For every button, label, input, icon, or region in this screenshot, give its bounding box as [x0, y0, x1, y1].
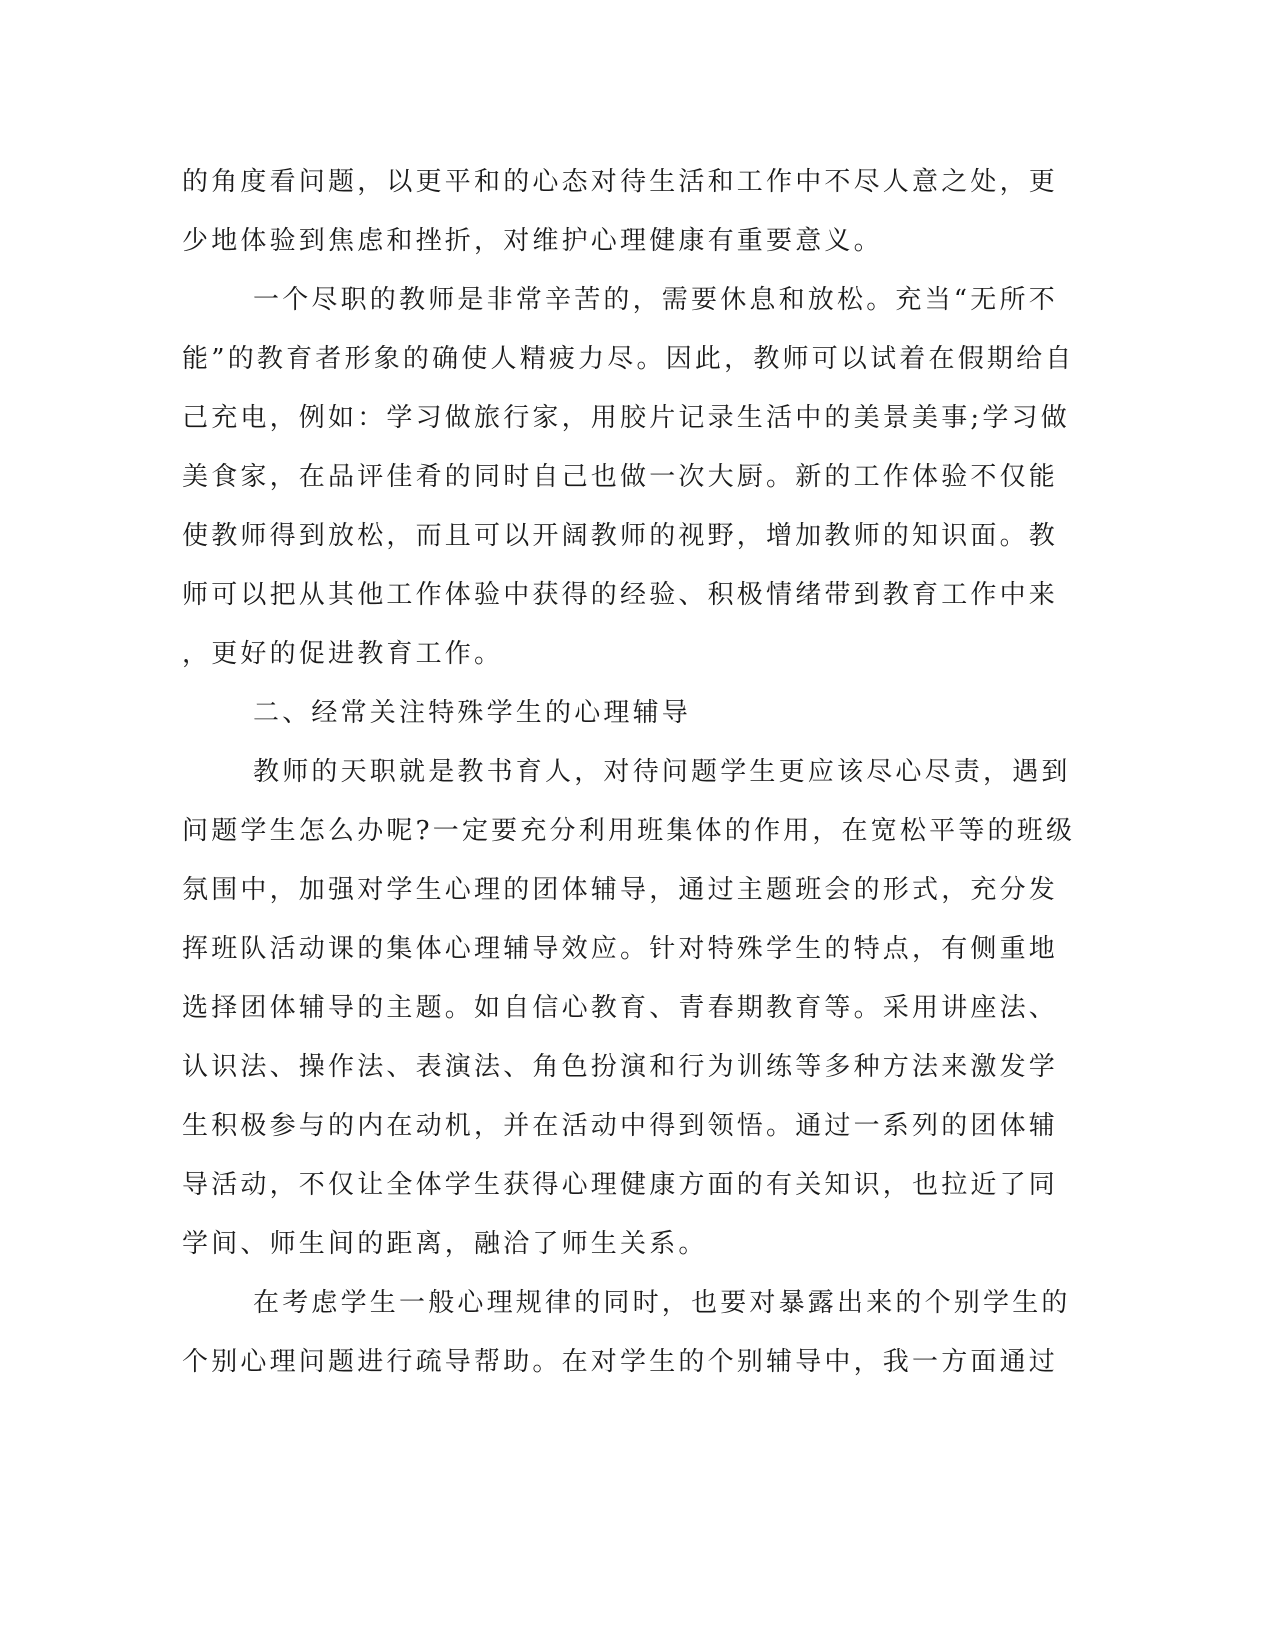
text-line: ，更好的促进教育工作。 — [182, 639, 504, 669]
text-line: 挥班队活动课的集体心理辅导效应。针对特殊学生的特点，有侧重地 — [182, 934, 1059, 964]
paragraph-first-line: 在考虑学生一般心理规律的同时，也要对暴露出来的个别学生的 — [253, 1288, 1071, 1318]
document-body — [182, 159, 1076, 1398]
text-line: 导活动，不仅让全体学生获得心理健康方面的有关知识，也拉近了同 — [182, 1170, 1059, 1200]
text-line: 个别心理问题进行疏导帮助。在对学生的个别辅导中，我一方面通过 — [182, 1347, 1059, 1377]
text-line: 生积极参与的内在动机，并在活动中得到领悟。通过一系列的团体辅 — [182, 1111, 1059, 1141]
text-line: 的角度看问题，以更平和的心态对待生活和工作中不尽人意之处，更 — [182, 167, 1059, 197]
text-line: 师可以把从其他工作体验中获得的经验、积极情绪带到教育工作中来 — [182, 580, 1059, 610]
text-line: 氛围中，加强对学生心理的团体辅导，通过主题班会的形式，充分发 — [182, 875, 1059, 905]
text-line: 问题学生怎么办呢?一定要充分利用班集体的作用，在宽松平等的班级 — [182, 816, 1076, 846]
text-line: 少地体验到焦虑和挫折，对维护心理健康有重要意义。 — [182, 226, 883, 256]
text-line: 能”的教育者形象的确使人精疲力尽。因此，教师可以试着在假期给自 — [182, 344, 1075, 374]
paragraph-first-line: 二、经常关注特殊学生的心理辅导 — [253, 698, 692, 728]
text-line: 学间、师生间的距离，融洽了师生关系。 — [182, 1229, 708, 1259]
paragraph-first-line: 一个尽职的教师是非常辛苦的，需要休息和放松。充当“无所不 — [253, 285, 1058, 315]
text-line: 使教师得到放松，而且可以开阔教师的视野，增加教师的知识面。教 — [182, 521, 1059, 551]
text-line: 己充电，例如：学习做旅行家，用胶片记录生活中的美景美事;学习做 — [182, 403, 1070, 433]
text-line: 美食家，在品评佳肴的同时自己也做一次大厨。新的工作体验不仅能 — [182, 462, 1059, 492]
text-line: 认识法、操作法、表演法、角色扮演和行为训练等多种方法来激发学 — [182, 1052, 1059, 1082]
text-line: 选择团体辅导的主题。如自信心教育、青春期教育等。采用讲座法、 — [182, 993, 1059, 1023]
paragraph-first-line: 教师的天职就是教书育人，对待问题学生更应该尽心尽责，遇到 — [253, 757, 1071, 787]
